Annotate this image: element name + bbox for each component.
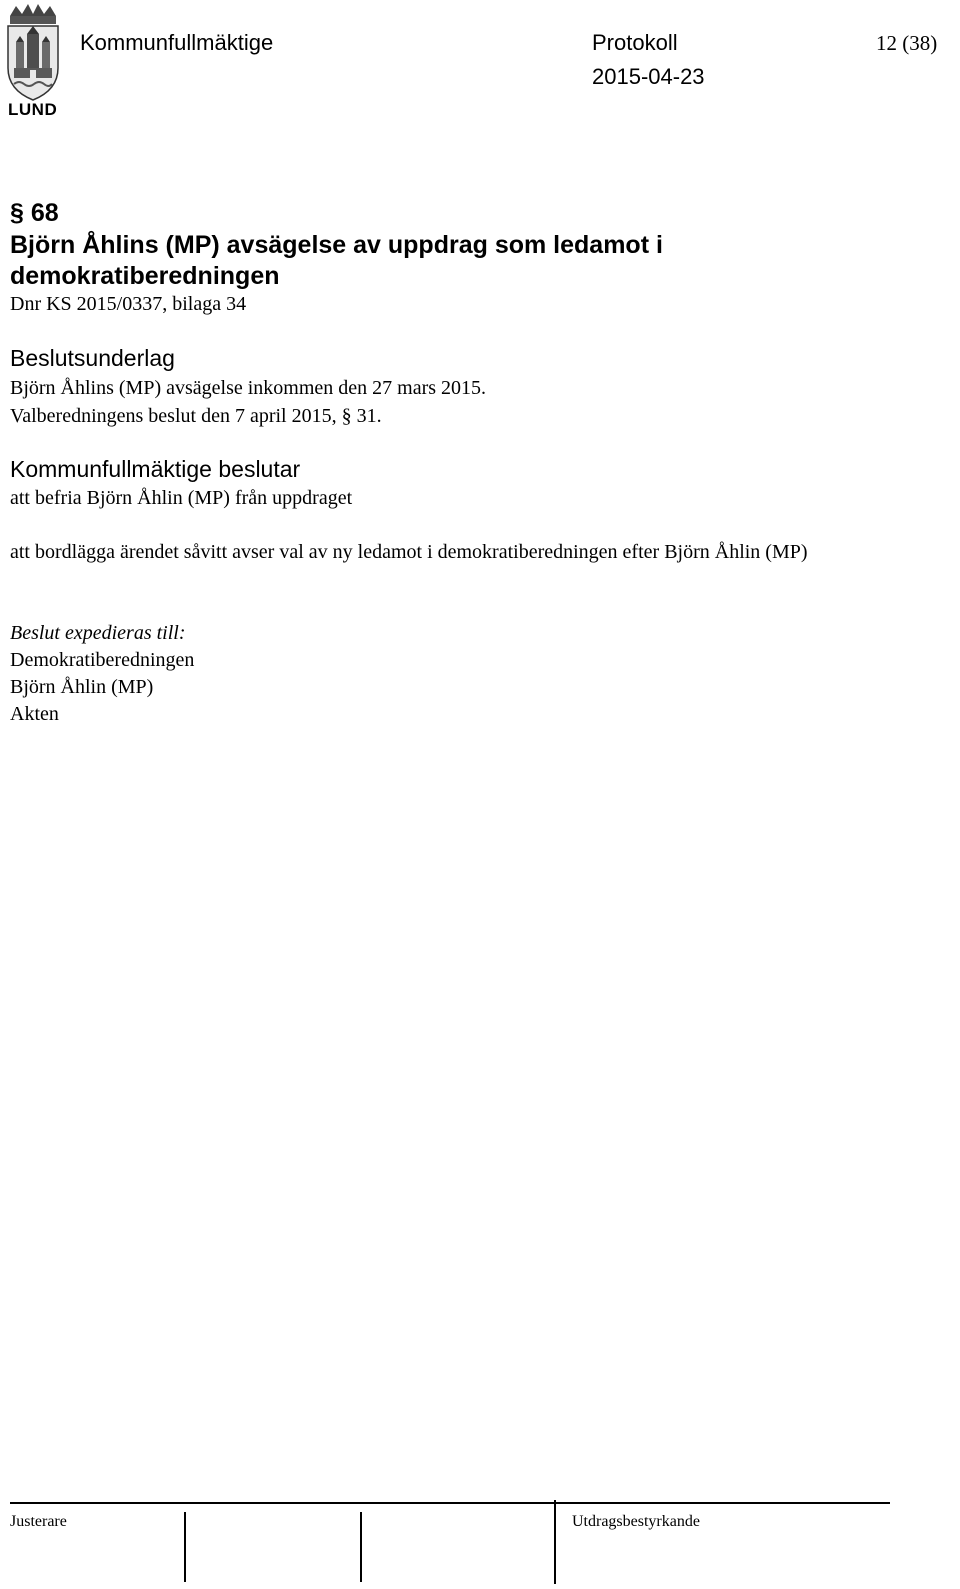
expedieras-heading: Beslut expedieras till: — [10, 622, 186, 644]
header-doc-type: Protokoll — [592, 30, 678, 55]
recipient: Akten — [10, 703, 59, 725]
beslut-item: att bordlägga ärendet såvitt avser val av ny ledamot i demokratiberedningen efter Björn Åhlin (MP) — [10, 541, 808, 563]
beslut-heading: Kommunfullmäktige beslutar — [10, 456, 301, 482]
header-date: 2015-04-23 — [592, 64, 705, 89]
beslutsunderlag-heading: Beslutsunderlag — [10, 345, 175, 371]
footer-utdrag-label: Utdragsbestyrkande — [572, 1513, 700, 1530]
header-body-name: Kommunfullmäktige — [80, 30, 274, 55]
lund-logo — [4, 2, 62, 122]
signature-box-divider — [360, 1512, 362, 1582]
dnr-line: Dnr KS 2015/0337, bilaga 34 — [10, 293, 247, 315]
signature-box-divider — [554, 1500, 556, 1584]
recipient: Demokratiberedningen — [10, 649, 195, 671]
signature-box-divider — [184, 1512, 186, 1582]
footer-rule — [10, 1502, 890, 1504]
section-title: Björn Åhlins (MP) avsägelse av uppdrag som ledamot i demokratiberedningen — [10, 231, 663, 290]
beslut-item: att befria Björn Åhlin (MP) från uppdraget — [10, 487, 353, 509]
footer-justerare-label: Justerare — [10, 1513, 67, 1530]
beslutsunderlag-item: Björn Åhlins (MP) avsägelse inkommen den 27 mars 2015. — [10, 377, 487, 399]
logo-text: LUND — [8, 100, 58, 119]
paragraph-number: § 68 — [10, 199, 59, 227]
recipient: Björn Åhlin (MP) — [10, 676, 154, 698]
header-page-number: 12 (38) — [876, 31, 938, 55]
beslutsunderlag-item: Valberedningens beslut den 7 april 2015, § 31. — [10, 405, 382, 427]
